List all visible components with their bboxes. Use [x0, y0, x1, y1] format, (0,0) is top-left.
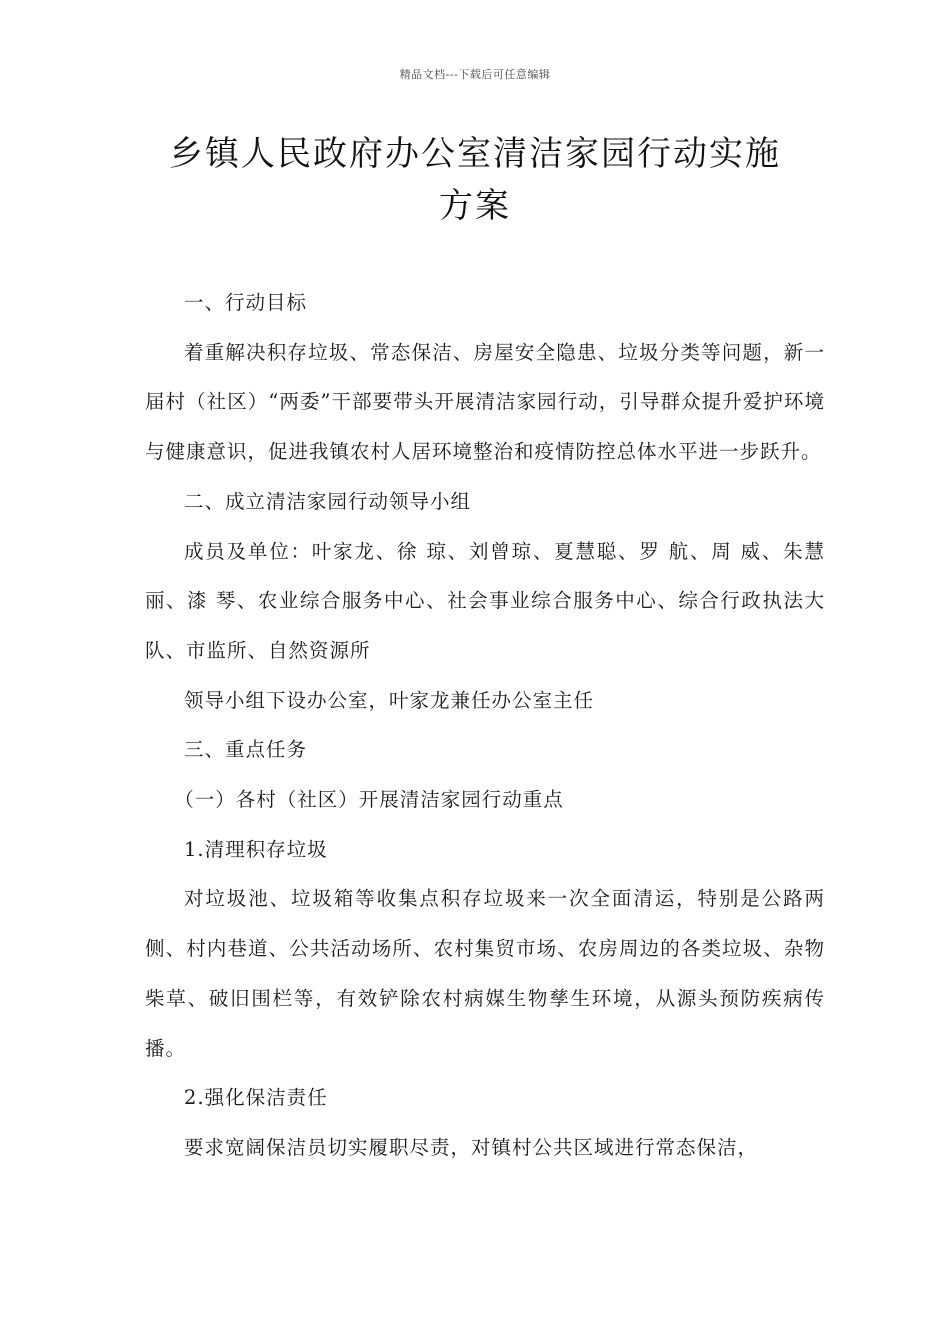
document-title — [120, 128, 830, 232]
item-heading-clear-garbage: 1.清理积存垃圾 — [184, 837, 328, 861]
paragraph-cleaning-duty: 要求宽阔保洁员切实履职尽责，对镇村公共区域进行常态保洁， — [184, 1135, 759, 1159]
item-heading-cleaning-duty: 2.强化保洁责任 — [184, 1086, 328, 1110]
section-heading-group: 二、成立清洁家园行动领导小组 — [184, 489, 472, 513]
title-line-2: 方案 — [439, 186, 511, 226]
document-body — [145, 278, 825, 1173]
paragraph-office: 领导小组下设办公室，叶家龙兼任办公室主任 — [184, 688, 595, 712]
section-heading-tasks: 三、重点任务 — [184, 738, 308, 762]
paragraph-clear-garbage: 对垃圾池、垃圾箱等收集点积存垃圾来一次全面清运，特别是公路两侧、村内巷道、公共活动场所、农村集贸市场、农房周边的各类垃圾、杂物柴草、破旧围栏等，有效铲除农村病媒生物孳生环境，从源头预防疾病传播。 — [145, 887, 825, 1060]
section-heading-goal: 一、行动目标 — [184, 291, 308, 314]
subsection-heading-villages: （一）各村（社区）开展清洁家园行动重点 — [174, 788, 564, 812]
paragraph-goal: 着重解决积存垃圾、常态保洁、房屋安全隐患、垃圾分类等问题，新一届村（社区）“两委”干部要带头开展清洁家园行动，引导群众提升爱护环境与健康意识，促进我镇农村人居环境整治和疫情防控总体水平进一步跃升。 — [145, 340, 825, 464]
header-note: 精品文档---下载后可任意编辑 — [399, 68, 551, 81]
paragraph-members: 成员及单位：叶家龙、徐 琼、刘曾琼、夏慧聪、罗 航、周 威、朱慧丽、漆 琴、农业综合服务中心、社会事业综合服务中心、综合行政执法大队、市监所、自然资源所 — [145, 539, 825, 662]
title-line-1: 乡镇人民政府办公室清洁家园行动实施 — [169, 134, 781, 174]
